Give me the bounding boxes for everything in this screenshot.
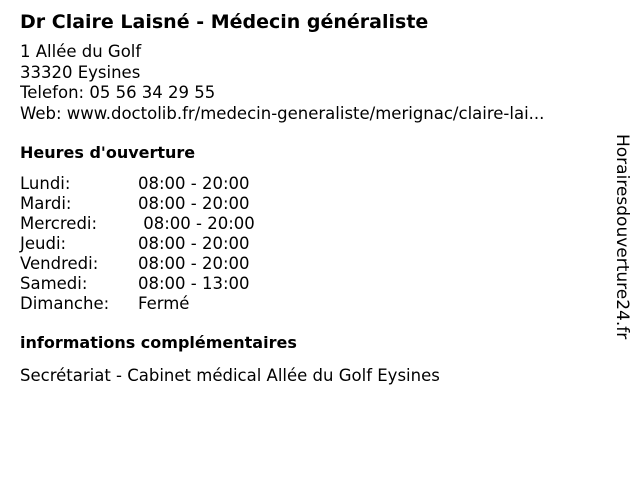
hours-row-sunday: [20, 294, 255, 314]
time-range: 08:00 - 20:00: [138, 234, 250, 253]
hours-row-saturday: [20, 274, 255, 294]
phone-number: Telefon: 05 56 34 29 55: [20, 83, 216, 102]
hours-row-monday: [20, 174, 255, 194]
time-range: 08:00 - 20:00: [138, 214, 255, 233]
hours-row-friday: [20, 254, 255, 274]
day-label: Lundi:: [20, 174, 71, 193]
additional-info-heading: informations complémentaires: [20, 333, 297, 352]
street-address: 1 Allée du Golf: [20, 42, 142, 61]
page-title: Dr Claire Laisné - Médecin généraliste: [20, 11, 429, 33]
day-label: Dimanche:: [20, 294, 110, 313]
opening-hours-table: [20, 174, 255, 314]
time-range: 08:00 - 20:00: [138, 174, 250, 193]
time-range: 08:00 - 20:00: [138, 194, 250, 213]
day-label: Mercredi:: [20, 214, 98, 233]
city-postcode: 33320 Eysines: [20, 62, 141, 82]
day-label: Mardi:: [20, 194, 72, 213]
day-label: Samedi:: [20, 274, 88, 293]
hours-heading: Heures d'ouverture: [20, 143, 196, 162]
hours-row-thursday: [20, 234, 255, 254]
website-link[interactable]: Web: www.doctolib.fr/medecin-generaliste/merignac/claire-lai...: [20, 103, 545, 123]
day-label: Vendredi:: [20, 254, 99, 273]
time-range: 08:00 - 13:00: [138, 274, 250, 293]
site-watermark: Horairesdouverture24.fr: [612, 134, 632, 340]
hours-row-wednesday: [20, 214, 255, 234]
time-range: 08:00 - 20:00: [138, 254, 250, 273]
additional-info-text: Secrétariat - Cabinet médical Allée du Golf Eysines: [20, 366, 440, 385]
business-card: [20, 9, 600, 386]
hours-row-tuesday: [20, 194, 255, 214]
day-label: Jeudi:: [20, 234, 67, 253]
contact-block: [20, 42, 600, 124]
time-range: Fermé: [138, 294, 190, 313]
